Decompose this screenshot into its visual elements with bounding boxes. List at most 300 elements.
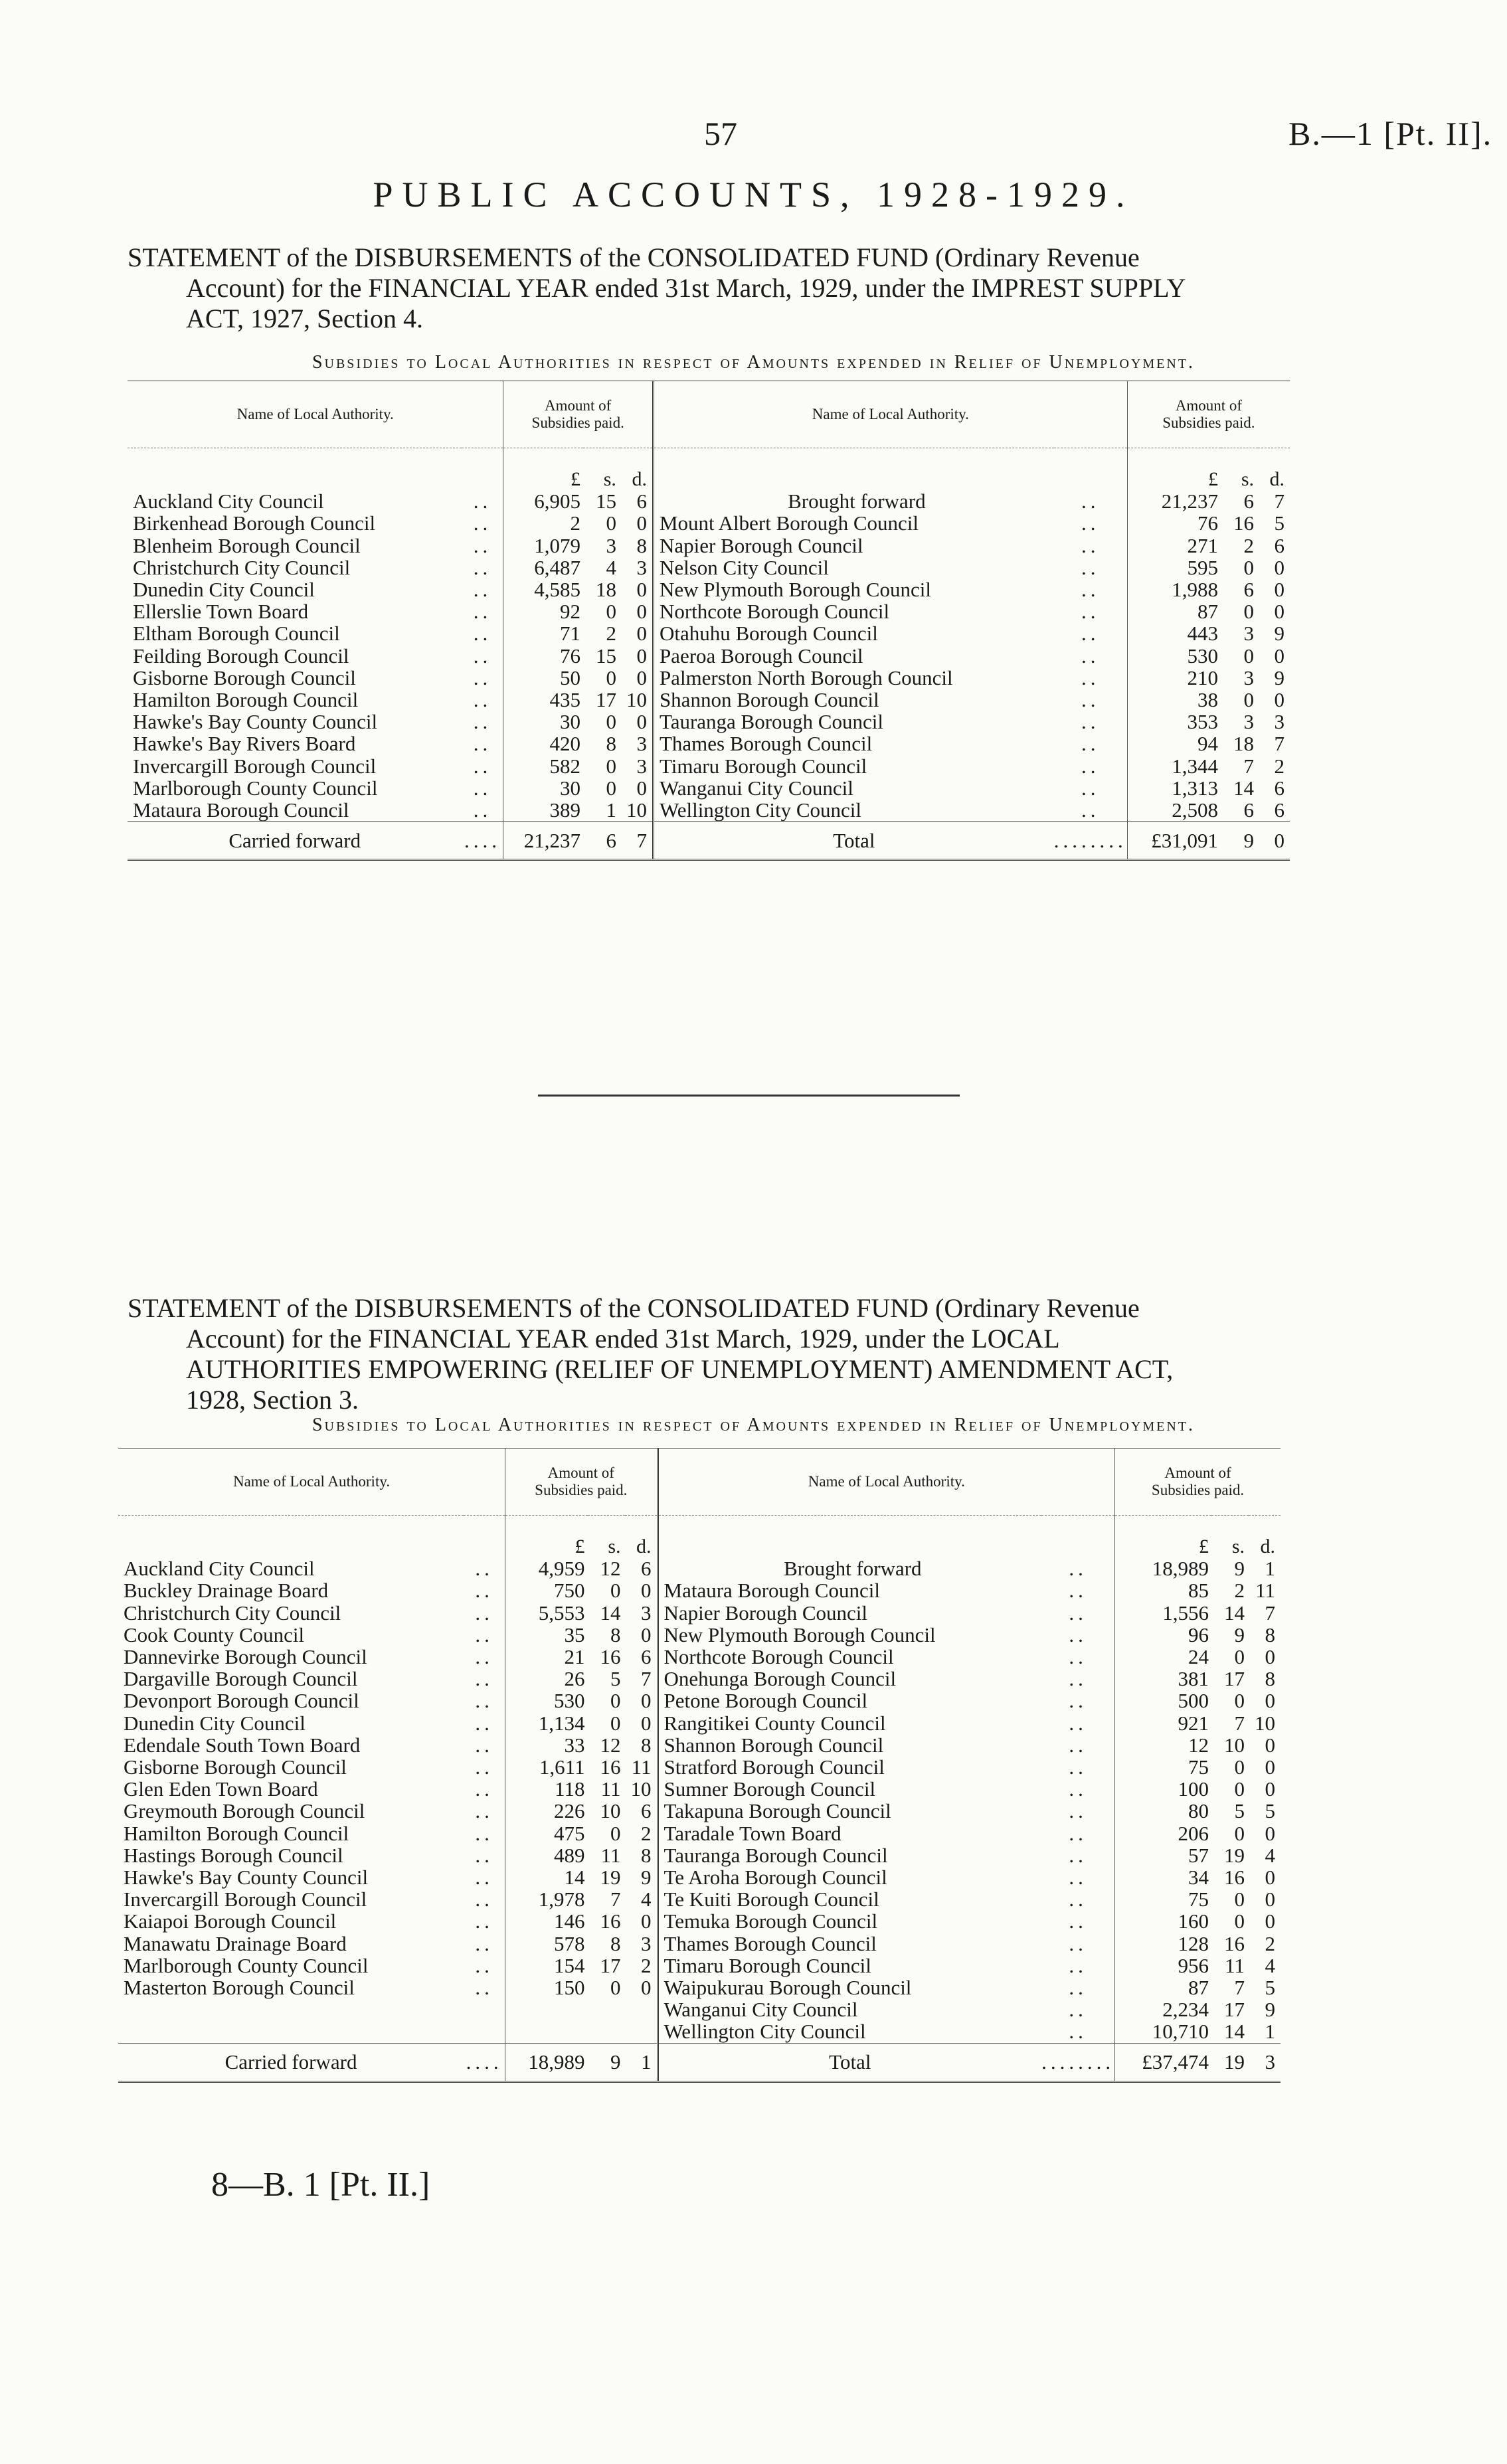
leader-dots: .. — [1041, 1624, 1115, 1646]
amount-pounds: 18,989 — [1152, 1557, 1209, 1581]
leader-dots: .. — [464, 1624, 505, 1646]
amount-shillings: 7 — [1234, 1711, 1245, 1735]
authority-name: Napier Borough Council — [664, 1601, 868, 1625]
authority-name: Rangitikei County Council — [664, 1711, 886, 1735]
amount-pence: 8 — [1265, 1623, 1275, 1646]
leader-dots: .. — [1041, 1668, 1115, 1690]
leader-dots: .. — [1041, 1933, 1115, 1955]
table-row — [118, 1646, 1281, 1668]
leader-dots: .. — [1041, 1579, 1115, 1601]
authority-name: Thames Borough Council — [664, 1931, 877, 1955]
amount-pounds: 1,313 — [1172, 776, 1218, 800]
amount-pence: 0 — [620, 600, 654, 622]
amount-pounds: 2,234 — [1162, 1998, 1209, 2022]
authority-name: Dargaville Borough Council — [124, 1667, 358, 1691]
table-row — [128, 645, 1290, 667]
units-shillings: s. — [608, 1536, 621, 1557]
amount-shillings: 10 — [1224, 1733, 1245, 1757]
amount-pence: 6 — [1274, 798, 1285, 822]
leader-dots: .. — [1041, 1866, 1115, 1888]
leader-dots: .. — [1054, 600, 1128, 622]
authority-name: Waipukurau Borough Council — [664, 1976, 912, 2000]
amount-pence: 3 — [620, 733, 654, 754]
amount-shillings: 0 — [606, 665, 616, 689]
amount-pounds: 26 — [564, 1667, 585, 1691]
amount-pence: 8 — [625, 1844, 658, 1866]
authority-name: Wanganui City Council — [664, 1998, 858, 2022]
amount-pounds: 1,988 — [1172, 578, 1218, 602]
amount-shillings: 0 — [1243, 600, 1254, 624]
amount-shillings: 16 — [600, 1645, 621, 1669]
leader-dots: .. — [1041, 1822, 1115, 1844]
table-row — [128, 689, 1290, 711]
leader-dots: .. — [462, 777, 503, 799]
amount-shillings: 16 — [1224, 1866, 1245, 1890]
amount-shillings: 0 — [1234, 1909, 1245, 1933]
leader-dots: .. — [464, 1933, 505, 1955]
table-row — [128, 733, 1290, 754]
leader-dots: .. — [1041, 1646, 1115, 1668]
authority-name: Mataura Borough Council — [664, 1579, 880, 1603]
amount-shillings: 0 — [606, 754, 616, 778]
amount-pence: 0 — [620, 645, 654, 667]
authority-name: Napier Borough Council — [659, 533, 863, 557]
leader-dots: .. — [1041, 1557, 1115, 1579]
column-header-amount — [503, 381, 653, 448]
amount-pounds: 35 — [564, 1623, 585, 1646]
amount-pounds: 80 — [1188, 1799, 1209, 1823]
leader-dots: .. — [1054, 512, 1128, 534]
leader-dots: .. — [1041, 1888, 1115, 1910]
empty-cell — [464, 1998, 505, 2020]
amount-shillings: 8 — [610, 1931, 621, 1955]
amount-pounds: 87 — [1197, 600, 1218, 624]
carried-forward-shillings: 9 — [588, 2043, 625, 2081]
statement-2-rows — [118, 1557, 1281, 2043]
amount-pounds: 381 — [1178, 1667, 1209, 1691]
leader-dots: .. — [464, 1734, 505, 1756]
signature-mark: 8—B. 1 [Pt. II.] — [211, 2166, 430, 2204]
amount-pounds: 160 — [1178, 1909, 1209, 1933]
amount-pounds: 75 — [1188, 1755, 1209, 1779]
amount-shillings: 0 — [606, 710, 616, 734]
leader-dots: .. — [1054, 490, 1128, 512]
authority-name: Hawke's Bay County Council — [124, 1866, 369, 1890]
amount-pounds: 921 — [1178, 1711, 1209, 1735]
amount-pounds: 595 — [1187, 555, 1218, 579]
leader-dots: .. — [1054, 711, 1128, 733]
authority-name: Hawke's Bay County Council — [133, 710, 378, 734]
table-row — [118, 1712, 1281, 1734]
amount-pounds: 96 — [1188, 1623, 1209, 1646]
amount-pence: 9 — [1274, 622, 1285, 646]
column-header-amount — [1127, 381, 1290, 448]
column-header-amount — [505, 1449, 658, 1516]
amount-shillings: 2 — [606, 622, 616, 646]
leader-dots: .. — [464, 1712, 505, 1734]
table-row — [128, 600, 1290, 622]
leader-dots: .. — [462, 733, 503, 754]
amount-pounds: 76 — [1197, 511, 1218, 535]
authority-name: Gisborne Borough Council — [133, 665, 356, 689]
amount-pounds: 87 — [1188, 1976, 1209, 2000]
leader-dots: .. — [1054, 755, 1128, 777]
authority-name: Thames Borough Council — [659, 732, 873, 756]
amount-pence: 8 — [625, 1734, 658, 1756]
amount-pence: 0 — [620, 711, 654, 733]
leader-dots: .. — [1041, 1910, 1115, 1932]
amount-pence: 0 — [1265, 1821, 1275, 1845]
amount-shillings: 7 — [1243, 754, 1254, 778]
leader-dots: .. — [464, 1756, 505, 1778]
table-row — [118, 1910, 1281, 1932]
authority-name: Ellerslie Town Board — [133, 600, 309, 624]
amount-pence: 6 — [625, 1800, 658, 1822]
amount-pounds: 10,710 — [1152, 2020, 1209, 2044]
column-header-name: Name of Local Authority. — [658, 1449, 1115, 1516]
carried-forward-pence: 7 — [620, 822, 654, 859]
amount-pence: 0 — [625, 1977, 658, 1998]
amount-pence: 0 — [625, 1712, 658, 1734]
authority-name: Dannevirke Borough Council — [124, 1645, 367, 1669]
page-title: PUBLIC ACCOUNTS, 1928-1929. — [373, 175, 1134, 215]
amount-shillings: 14 — [1224, 1601, 1245, 1625]
authority-name: Christchurch City Council — [124, 1601, 341, 1625]
statement-2-line-2: Account) for the FINANCIAL YEAR ended 31st March, 1929, under the LOCAL — [186, 1324, 1060, 1354]
amount-pounds: 21 — [564, 1645, 585, 1669]
leader-dots: .. — [462, 557, 503, 578]
amount-shillings: 17 — [1224, 1667, 1245, 1691]
amount-pence: 6 — [625, 1557, 658, 1579]
authority-name: Invercargill Borough Council — [124, 1888, 367, 1911]
table-row — [128, 755, 1290, 777]
authority-name: Invercargill Borough Council — [133, 754, 377, 778]
amount-pence: 0 — [625, 1910, 658, 1932]
amount-pence: 0 — [1265, 1888, 1275, 1911]
authority-name: Northcote Borough Council — [659, 600, 890, 624]
table-row — [118, 1866, 1281, 1888]
amount-shillings: 3 — [1243, 665, 1254, 689]
authority-name: Onehunga Borough Council — [664, 1667, 897, 1691]
table-row — [118, 1977, 1281, 1998]
amount-pence: 0 — [620, 578, 654, 600]
amount-pence: 10 — [620, 689, 654, 711]
leader-dots: ........ — [1054, 822, 1128, 859]
amount-shillings: 16 — [1224, 1931, 1245, 1955]
leader-dots: .... — [464, 2043, 505, 2081]
table-row — [118, 1955, 1281, 1977]
amount-pence: 0 — [1265, 1866, 1275, 1890]
column-header-amount-line-2: Subsidies paid. — [1162, 414, 1255, 431]
authority-name: Hamilton Borough Council — [133, 688, 359, 712]
authority-name: Sumner Borough Council — [664, 1777, 876, 1801]
amount-shillings: 0 — [606, 776, 616, 800]
authority-name: Masterton Borough Council — [124, 1976, 355, 2000]
table-row — [118, 1734, 1281, 1756]
amount-pounds: 30 — [559, 776, 580, 800]
amount-pounds: 71 — [559, 622, 580, 646]
amount-shillings: 0 — [1234, 1645, 1245, 1669]
total-pounds: £37,474 — [1115, 2043, 1211, 2081]
amount-pence: 9 — [1265, 1998, 1275, 2022]
authority-name: Te Kuiti Borough Council — [664, 1888, 879, 1911]
leader-dots: .. — [1054, 557, 1128, 578]
amount-pence: 0 — [620, 777, 654, 799]
statement-1-line-2: Account) for the FINANCIAL YEAR ended 31st March, 1929, under the IMPREST SUPPLY — [186, 273, 1186, 303]
authority-name: Glen Eden Town Board — [124, 1777, 318, 1801]
amount-pence: 2 — [625, 1822, 658, 1844]
amount-pence: 11 — [625, 1756, 658, 1778]
leader-dots: .. — [1041, 1778, 1115, 1800]
amount-pounds: 154 — [554, 1953, 585, 1977]
amount-shillings: 7 — [1234, 1976, 1245, 2000]
amount-pounds: 4,585 — [534, 578, 580, 602]
amount-pence: 11 — [1255, 1579, 1275, 1603]
authority-name: Stratford Borough Council — [664, 1755, 885, 1779]
table-row — [118, 1778, 1281, 1800]
authority-name: Te Aroha Borough Council — [664, 1866, 887, 1890]
amount-shillings: 17 — [595, 688, 616, 712]
authority-name: Cook County Council — [124, 1623, 305, 1646]
amount-pence: 0 — [1274, 688, 1285, 712]
units-pence: d. — [625, 1536, 658, 1557]
leader-dots: .. — [464, 1778, 505, 1800]
amount-pounds: 389 — [549, 798, 580, 822]
amount-pence: 0 — [620, 622, 654, 644]
column-header-amount-line-1: Amount of — [545, 397, 612, 414]
amount-pounds: 75 — [1188, 1888, 1209, 1911]
table-row — [128, 777, 1290, 799]
amount-shillings: 11 — [600, 1843, 621, 1867]
leader-dots: .. — [1041, 2020, 1115, 2043]
authority-name: Buckley Drainage Board — [124, 1579, 329, 1603]
statement-1-subtitle: Subsidies to Local Authorities in respect of Amounts expended in Relief of Unemployment. — [311, 352, 1196, 373]
leader-dots: .. — [1054, 535, 1128, 557]
empty-cell — [464, 2020, 505, 2043]
authority-name: Marlborough County Council — [124, 1953, 369, 1977]
amount-pounds: 500 — [1178, 1689, 1209, 1713]
authority-name: Dunedin City Council — [124, 1711, 306, 1735]
total-pence: 3 — [1249, 2043, 1281, 2081]
amount-pence: 0 — [620, 667, 654, 689]
leader-dots: .. — [462, 667, 503, 689]
amount-pence: 3 — [620, 557, 654, 578]
authority-name: Petone Borough Council — [664, 1689, 868, 1713]
amount-shillings: 0 — [1243, 555, 1254, 579]
amount-pence: 4 — [625, 1888, 658, 1910]
amount-pence: 9 — [625, 1866, 658, 1888]
leader-dots: .. — [1054, 622, 1128, 644]
leader-dots: .. — [464, 1910, 505, 1932]
leader-dots: .. — [464, 1668, 505, 1690]
authority-name: Shannon Borough Council — [659, 688, 879, 712]
authority-name: Auckland City Council — [133, 489, 324, 513]
amount-pounds: 94 — [1197, 732, 1218, 756]
table-row — [128, 578, 1290, 600]
amount-pounds: 1,134 — [538, 1711, 585, 1735]
leader-dots: .. — [462, 600, 503, 622]
amount-pounds: 150 — [554, 1976, 585, 2000]
table-row — [128, 711, 1290, 733]
amount-pence: 0 — [1274, 600, 1285, 624]
leader-dots: .. — [462, 512, 503, 534]
amount-pounds: 38 — [1197, 688, 1218, 712]
amount-pence: 5 — [1265, 1799, 1275, 1823]
authority-name: Blenheim Borough Council — [133, 533, 361, 557]
amount-pence: 6 — [625, 1646, 658, 1668]
table-row — [128, 535, 1290, 557]
amount-pence: 0 — [1265, 1909, 1275, 1933]
amount-shillings: 2 — [1243, 533, 1254, 557]
leader-dots: .. — [464, 1866, 505, 1888]
amount-pounds: 6,487 — [534, 555, 580, 579]
leader-dots: .. — [1041, 1712, 1115, 1734]
carried-forward-label: Carried forward — [128, 822, 462, 859]
statement-2-line-4: 1928, Section 3. — [186, 1385, 359, 1415]
empty-cell — [505, 2020, 588, 2043]
leader-dots: .. — [1054, 667, 1128, 689]
authority-name: Otahuhu Borough Council — [659, 622, 878, 646]
leader-dots: .. — [1041, 1955, 1115, 1977]
amount-shillings: 6 — [1243, 798, 1254, 822]
amount-shillings: 10 — [600, 1799, 621, 1823]
statement-1-line-3: ACT, 1927, Section 4. — [186, 304, 424, 333]
leader-dots: .. — [1054, 645, 1128, 667]
column-header-name: Name of Local Authority. — [653, 381, 1127, 448]
leader-dots: .. — [1054, 733, 1128, 754]
amount-pence: 0 — [1265, 1689, 1275, 1713]
amount-shillings: 9 — [1234, 1557, 1245, 1581]
total-shillings: 9 — [1221, 822, 1258, 859]
leader-dots: .. — [462, 799, 503, 822]
table-row — [128, 799, 1290, 822]
table-row — [118, 1579, 1281, 1601]
amount-shillings: 15 — [595, 489, 616, 513]
table-row — [118, 1624, 1281, 1646]
amount-shillings: 0 — [1243, 688, 1254, 712]
authority-name: Gisborne Borough Council — [124, 1755, 347, 1779]
amount-shillings: 0 — [1234, 1689, 1245, 1713]
total-shillings: 19 — [1211, 2043, 1249, 2081]
table-row — [118, 1888, 1281, 1910]
amount-pounds: 128 — [1178, 1931, 1209, 1955]
amount-pounds: 206 — [1178, 1821, 1209, 1845]
amount-shillings: 14 — [600, 1601, 621, 1625]
table-row — [118, 1557, 1281, 1579]
amount-shillings: 0 — [1234, 1755, 1245, 1779]
amount-shillings: 14 — [1233, 776, 1254, 800]
amount-shillings: 17 — [600, 1953, 621, 1977]
amount-pounds: 578 — [554, 1931, 585, 1955]
amount-pounds: 146 — [554, 1909, 585, 1933]
amount-shillings: 3 — [1243, 710, 1254, 734]
amount-pence: 2 — [1265, 1931, 1275, 1955]
amount-pence: 0 — [625, 1624, 658, 1646]
authority-name: Tauranga Borough Council — [664, 1843, 888, 1867]
column-header-amount-line-1: Amount of — [1164, 1464, 1231, 1481]
statement-1-table-frame — [128, 381, 1290, 861]
amount-pence: 6 — [1274, 776, 1285, 800]
amount-shillings: 0 — [610, 1579, 621, 1603]
amount-pounds: 353 — [1187, 710, 1218, 734]
amount-shillings: 2 — [1234, 1579, 1245, 1603]
authority-name: Mount Albert Borough Council — [659, 511, 919, 535]
amount-pounds: 1,611 — [539, 1755, 585, 1779]
amount-pence: 0 — [1265, 1733, 1275, 1757]
authority-name: Northcote Borough Council — [664, 1645, 894, 1669]
units-pence: d. — [1260, 1536, 1275, 1557]
authority-name: Nelson City Council — [659, 555, 829, 579]
amount-pence: 0 — [1274, 578, 1285, 602]
leader-dots: .. — [462, 490, 503, 512]
amount-pence: 8 — [1265, 1667, 1275, 1691]
leader-dots: .. — [464, 1690, 505, 1712]
leader-dots: .. — [464, 1844, 505, 1866]
amount-pounds: 21,237 — [1161, 489, 1218, 513]
amount-pence: 5 — [1274, 511, 1285, 535]
amount-pence: 0 — [1274, 644, 1285, 667]
amount-pounds: 1,344 — [1172, 754, 1218, 778]
column-header-name: Name of Local Authority. — [128, 381, 503, 448]
table-row — [118, 1822, 1281, 1844]
empty-cell — [625, 1998, 658, 2020]
amount-shillings: 18 — [1233, 732, 1254, 756]
column-header-amount-line-2: Subsidies paid. — [531, 414, 624, 431]
amount-pence: 10 — [1255, 1711, 1275, 1735]
leader-dots: .. — [462, 755, 503, 777]
empty-cell — [118, 1998, 464, 2020]
leader-dots: .. — [462, 578, 503, 600]
leader-dots: .. — [464, 1557, 505, 1579]
amount-shillings: 4 — [606, 555, 616, 579]
amount-pounds: 5,553 — [538, 1601, 585, 1625]
amount-pence: 10 — [625, 1778, 658, 1800]
leader-dots: ........ — [1041, 2043, 1115, 2081]
authority-name: Auckland City Council — [124, 1557, 315, 1581]
carried-forward-pounds: 18,989 — [505, 2043, 588, 2081]
amount-pence: 9 — [1274, 665, 1285, 689]
amount-shillings: 6 — [1243, 578, 1254, 602]
amount-shillings: 5 — [610, 1667, 621, 1691]
authority-name: Mataura Borough Council — [133, 798, 349, 822]
amount-shillings: 0 — [1234, 1888, 1245, 1911]
amount-pence: 7 — [625, 1668, 658, 1690]
leader-dots: .. — [1054, 799, 1128, 822]
amount-pence: 2 — [1274, 754, 1285, 778]
amount-pounds: 33 — [564, 1733, 585, 1757]
amount-pence: 0 — [1265, 1777, 1275, 1801]
amount-shillings: 19 — [600, 1866, 621, 1890]
amount-shillings: 0 — [610, 1689, 621, 1713]
authority-name: New Plymouth Borough Council — [659, 578, 931, 602]
column-header-amount-line-2: Subsidies paid. — [535, 1482, 628, 1498]
authority-name: Eltham Borough Council — [133, 622, 340, 646]
amount-pence: 0 — [620, 512, 654, 534]
amount-shillings: 12 — [600, 1733, 621, 1757]
authority-name: Edendale South Town Board — [124, 1733, 361, 1757]
amount-pence: 1 — [1265, 2020, 1275, 2044]
authority-name: Brought forward — [784, 1557, 922, 1581]
authority-name: Timaru Borough Council — [659, 754, 867, 778]
amount-shillings: 8 — [606, 732, 616, 756]
leader-dots: .. — [464, 1888, 505, 1910]
statement-2-heading — [128, 1293, 1290, 1415]
authority-name: Paeroa Borough Council — [659, 644, 863, 667]
leader-dots: .. — [1041, 1734, 1115, 1756]
authority-name: Wellington City Council — [659, 798, 861, 822]
amount-pence: 5 — [1265, 1976, 1275, 2000]
amount-shillings: 1 — [606, 798, 616, 822]
